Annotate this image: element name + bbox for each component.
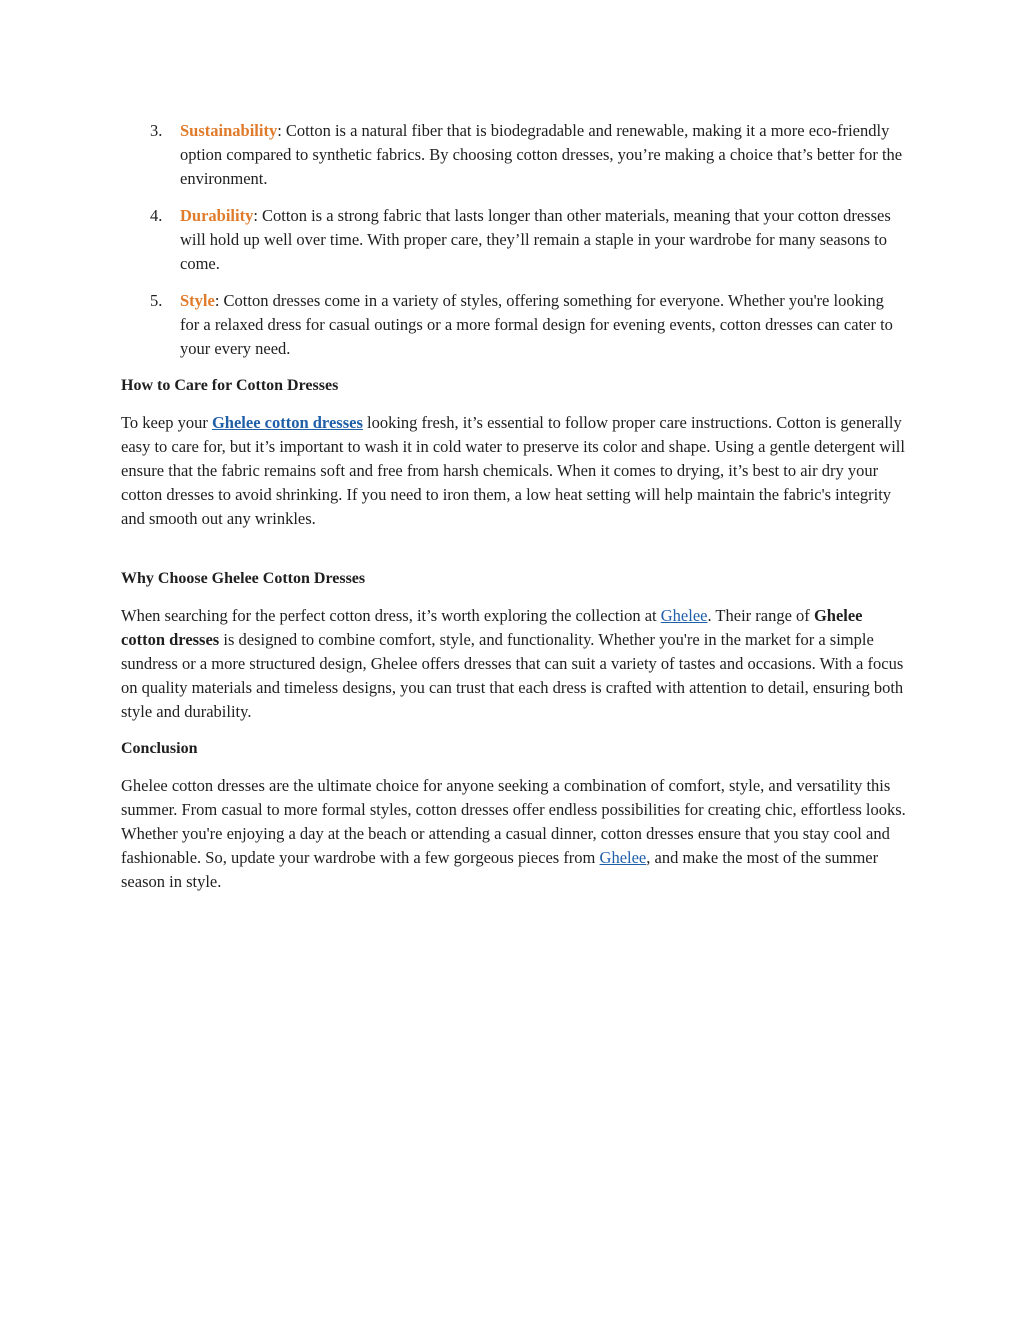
why-bold-text: Ghelee cotton dresses (121, 606, 863, 649)
ghelee-link-conclusion[interactable]: Ghelee (599, 848, 647, 867)
list-item-style (0, 289, 1024, 361)
conclusion-section (121, 737, 906, 894)
why-text-end: is designed to combine comfort, style, and functionality. Whether you're in the market for a simple sundress or a more structured design, Ghelee offers dresses that can suit a variety of tastes and occasions. With a focus on quality materials and timeless designs, you can trust that each dress is crafted with attention to detail, ensuring both style and durability. (121, 630, 904, 721)
why-text-start: When searching for the perfect cotton dress, it’s worth exploring the collection at (121, 606, 661, 625)
why-section (121, 567, 906, 724)
term-durability: Durability (180, 206, 254, 225)
list-item-text: : Cotton is a natural fiber that is biodegradable and renewable, making it a more eco-friendly option compared to synthetic fabrics. By choosing cotton dresses, you’re making a choice that’s better for the environment. (180, 121, 903, 188)
list-number: 3. (150, 121, 163, 140)
ghelee-cotton-dresses-link[interactable]: Ghelee cotton dresses (211, 413, 363, 432)
care-paragraph (121, 411, 906, 531)
list-item-text: : Cotton dresses come in a variety of styles, offering something for everyone. Whether you're looking for a relaxed dress for casual outings or a more formal design for evening events, cotton dresses can cater to your every need. (180, 291, 893, 358)
conclusion-heading: Conclusion (121, 740, 198, 757)
list-item-body (180, 204, 905, 276)
list-number: 4. (150, 206, 163, 225)
term-style: Style (180, 291, 215, 310)
why-heading: Why Choose Ghelee Cotton Dresses (121, 570, 366, 587)
list-item-body (180, 119, 905, 191)
benefits-list (0, 119, 1024, 374)
conclusion-text-start: Ghelee cotton dresses are the ultimate choice for anyone seeking a combination of comfort, style, and versatility this summer. From casual to more formal styles, cotton dresses offer endless possibilities for creating chic, effortless looks. Whether you're enjoying a day at the beach or attending a casual dinner, cotton dresses ensure that you stay cool and fashionable. So, update your wardrobe with a few gorgeous pieces from (121, 776, 906, 867)
care-text-start: To keep your (121, 413, 212, 432)
conclusion-text-end: , and make the most of the summer season in style. (121, 848, 879, 891)
care-section (121, 374, 906, 531)
ghelee-link[interactable]: Ghelee (660, 606, 708, 625)
care-heading: How to Care for Cotton Dresses (121, 377, 339, 394)
list-item-durability (0, 204, 1024, 276)
list-item-sustainability (0, 119, 1024, 191)
list-item-text: : Cotton is a strong fabric that lasts longer than other materials, meaning that your cotton dresses will hold up well over time. With proper care, they’ll remain a staple in your wardrobe for many seasons to come. (180, 206, 891, 273)
list-number: 5. (150, 291, 163, 310)
list-item-body (180, 289, 905, 361)
term-sustainability: Sustainability (180, 121, 278, 140)
why-text-middle: . Their range of (707, 606, 814, 625)
care-text-end: looking fresh, it’s essential to follow proper care instructions. Cotton is generally easy to care for, but it’s important to wash it in cold water to preserve its color and shape. Using a gentle detergent will ensure that the fabric remains soft and free from harsh chemicals. When it comes to drying, it’s best to air dry your cotton dresses to avoid shrinking. If you need to iron them, a low heat setting will help maintain the fabric's integrity and smooth out any wrinkles. (121, 413, 905, 528)
conclusion-paragraph (121, 774, 906, 894)
why-paragraph (121, 604, 906, 724)
